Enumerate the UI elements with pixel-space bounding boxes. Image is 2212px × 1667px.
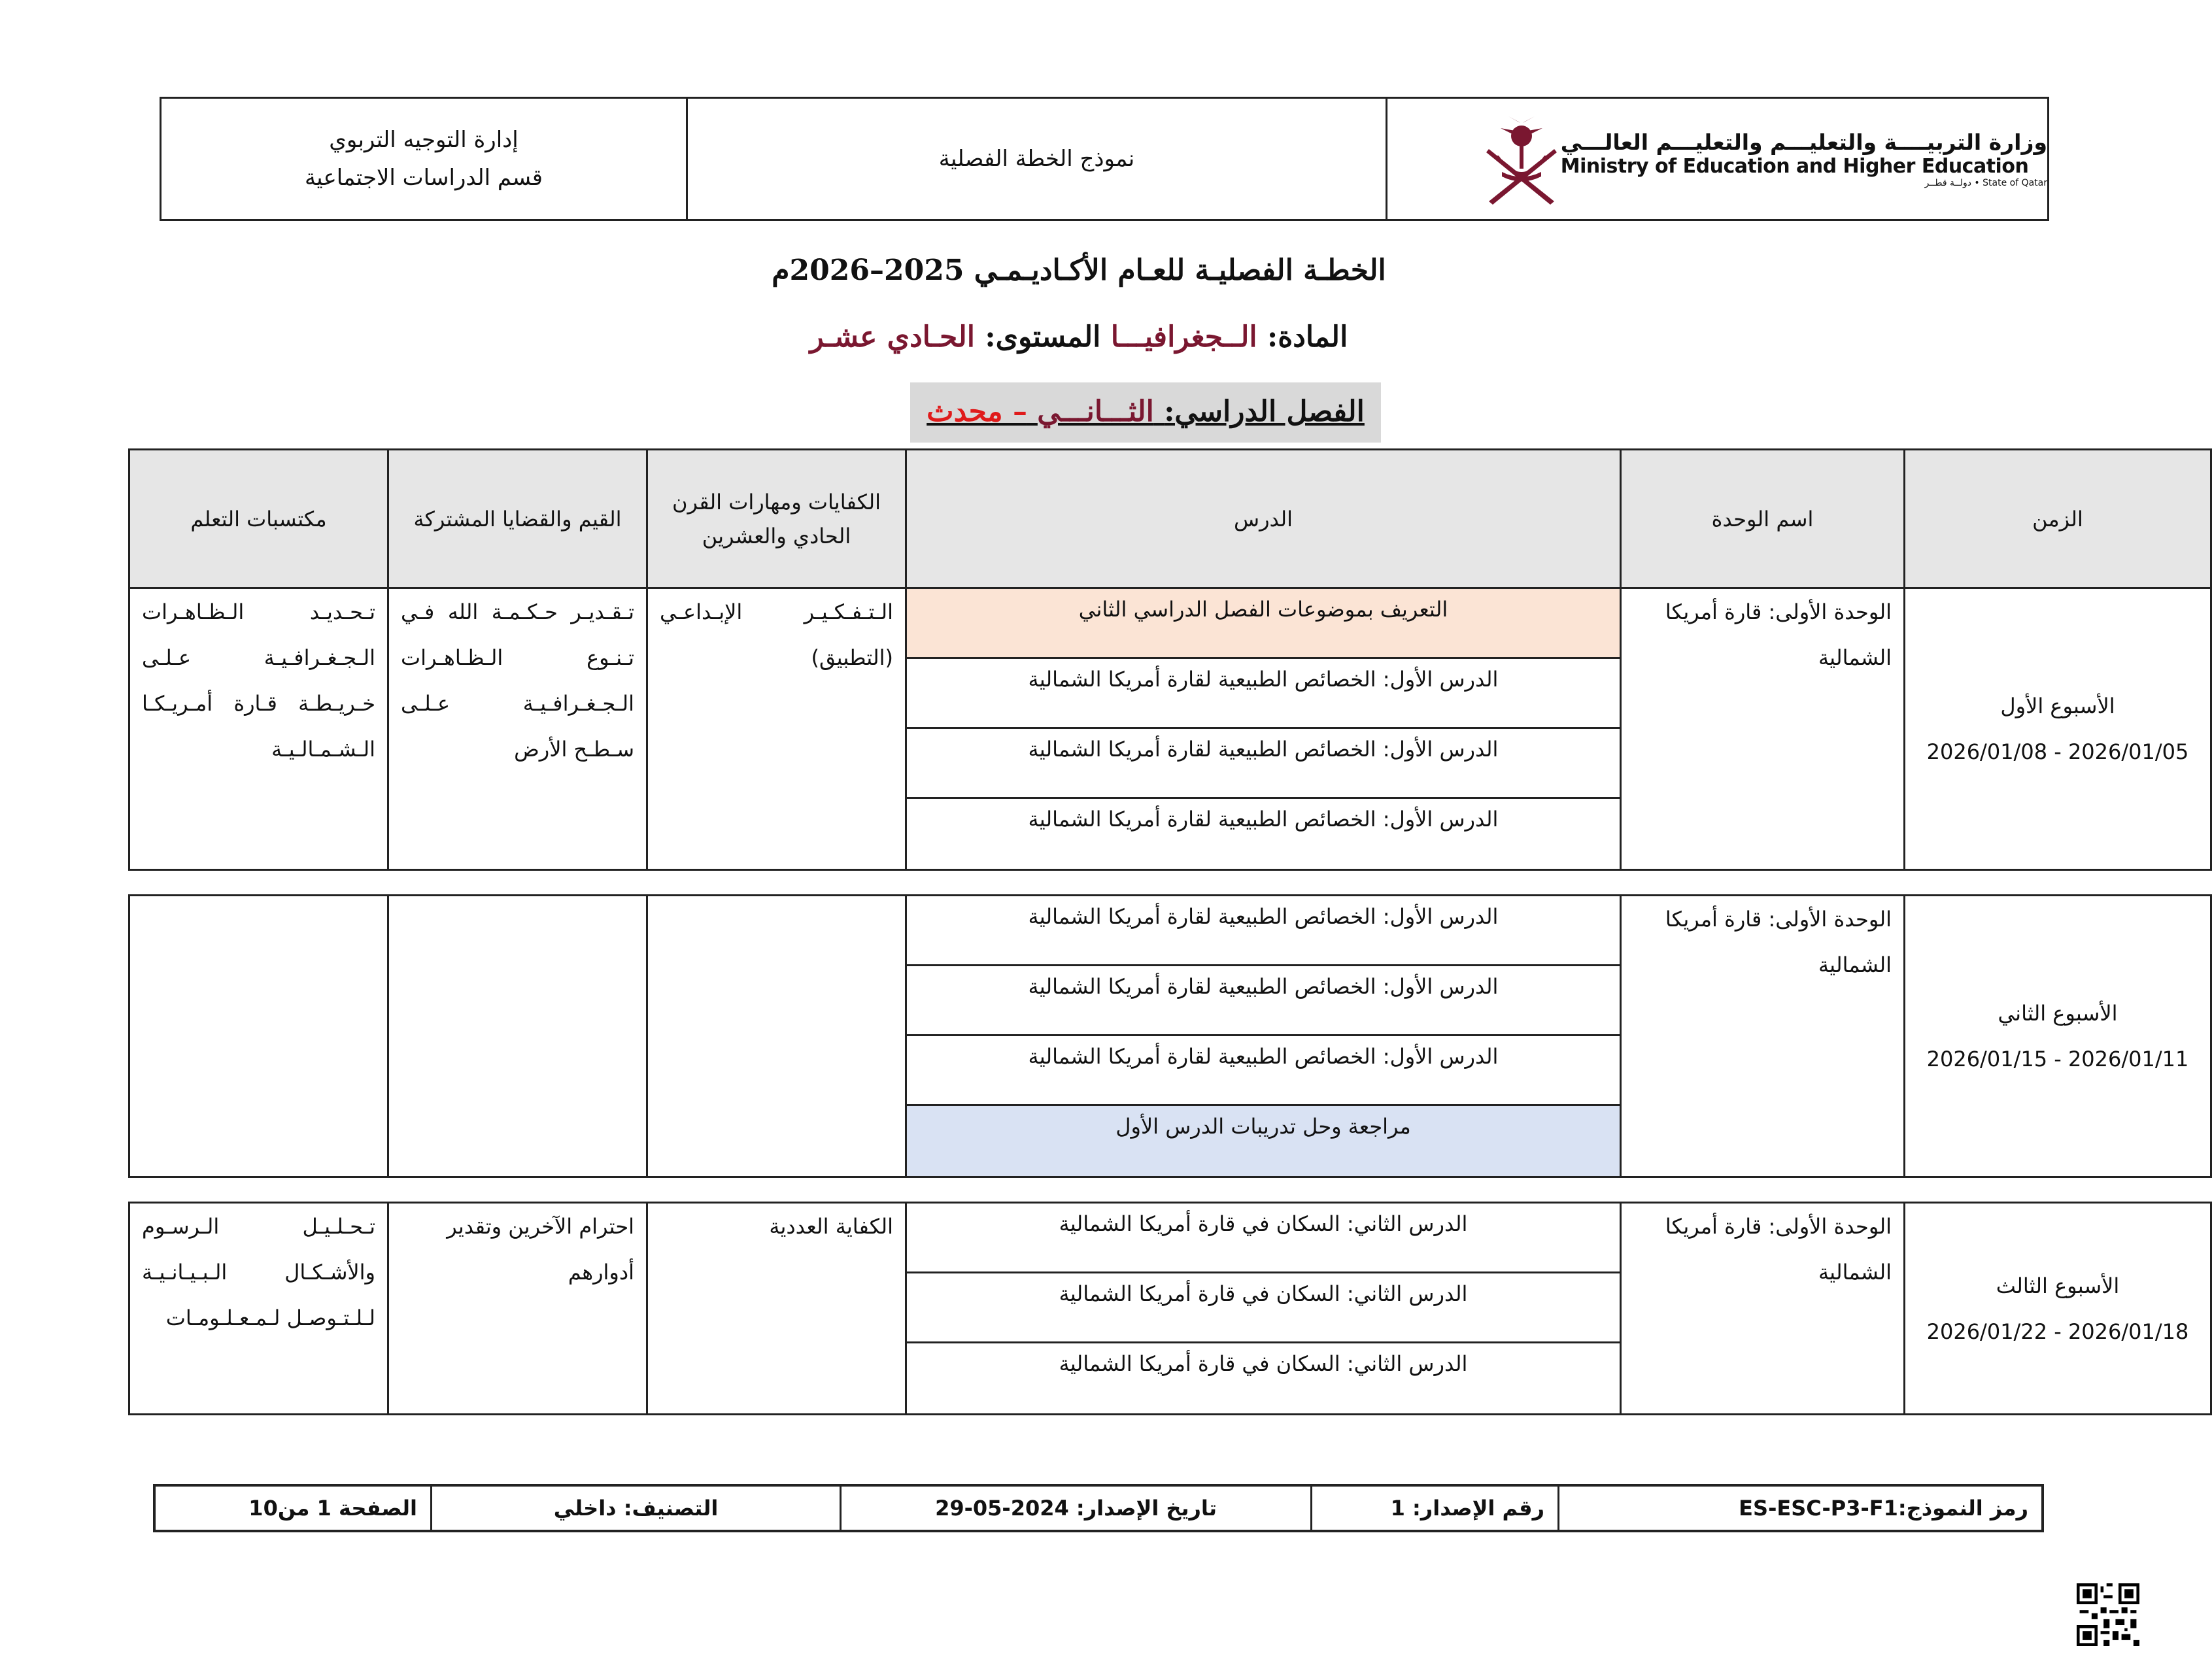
department-name: إدارة التوجيه التربوي xyxy=(329,127,519,153)
week-cell xyxy=(1905,896,2211,1177)
plan-table-week-2 xyxy=(128,894,2212,1178)
semester-suffix: – محدث xyxy=(927,395,1027,428)
plan-table-week-1 xyxy=(128,448,2212,871)
col-header-time: الزمن xyxy=(1905,450,2211,588)
values-cell: تـقـديـر حـكـمـة الله فـي تـنـوع الـظـاهـرات الـجـغـرافـيـة عـلـى سـطـح الأرض xyxy=(388,588,647,870)
col-header-lesson: الدرس xyxy=(906,450,1621,588)
competencies-cell: الكفاية العددية xyxy=(647,1203,906,1415)
competencies-cell: الـتـفـكـيـر الإبـداعـي (التطبيق) xyxy=(647,588,906,870)
week-dates: 2026/01/11 - 2026/01/15 xyxy=(1926,1047,2189,1071)
qr-code-icon xyxy=(2077,1583,2139,1646)
plan-table-week-3 xyxy=(128,1202,2212,1415)
form-code: رمز النموذج:ES-ESC-P3-F1 xyxy=(1557,1487,2041,1530)
learning-cell: تـحـلـيـل الـرسـوم والأشـكـال الـبـيـانـيـة لـلـتـوصـل لـمـعـلـومـات xyxy=(129,1203,388,1415)
lesson-item: الدرس الأول: الخصائص الطبيعية لقارة أمريكا الشمالية xyxy=(907,896,1620,966)
unit-cell: الوحدة الأولى: قارة أمريكا الشمالية xyxy=(1621,896,1905,1177)
learning-cell: تـحـديـد الـظـاهـرات الـجـغـرافـيـة عـلـى خـريـطـة قـارة أمـريـكـا الـشـمـالـيـة xyxy=(129,588,388,870)
learning-cell xyxy=(129,896,388,1177)
lesson-item: مراجعة وحل تدريبات الدرس الأول xyxy=(907,1106,1620,1176)
lesson-item: الدرس الأول: الخصائص الطبيعية لقارة أمريكا الشمالية xyxy=(907,729,1620,799)
form-title-cell xyxy=(688,99,1387,219)
issue-number: رقم الإصدار: 1 xyxy=(1310,1487,1557,1530)
issue-date: تاريخ الإصدار: 2024-05-29 xyxy=(840,1487,1310,1530)
subject-level-line xyxy=(588,320,1569,354)
table-header-row xyxy=(129,450,2211,588)
page-number: الصفحة 1 من10 xyxy=(248,1496,417,1521)
table-row xyxy=(129,588,2211,870)
col-header-competencies: الكفايات ومهارات القرن الحادي والعشرين xyxy=(647,450,906,588)
plan-main-title: الخطـة الفصليـة للعـام الأكـاديـمـي 2025–2026م xyxy=(772,254,1386,287)
values-cell xyxy=(388,896,647,1177)
qatar-emblem-icon xyxy=(1482,110,1561,208)
level-value: الحـادي عشـر xyxy=(809,320,976,354)
classification: التصنيف: داخلي xyxy=(430,1487,840,1530)
lesson-item: التعريف بموضوعات الفصل الدراسي الثاني xyxy=(907,589,1620,659)
department-cell xyxy=(162,99,688,219)
lesson-item: الدرس الثاني: السكان في قارة أمريكا الشمالية xyxy=(907,1273,1620,1343)
lesson-item: الدرس الثاني: السكان في قارة أمريكا الشمالية xyxy=(1059,1351,1468,1376)
ministry-name-en: Ministry of Education and Higher Education xyxy=(1560,155,2029,178)
week-label: الأسبوع الثالث xyxy=(1996,1273,2120,1298)
table-row xyxy=(129,1203,2211,1415)
competencies-cell xyxy=(647,896,906,1177)
lesson-item: الدرس الأول: الخصائص الطبيعية لقارة أمريكا الشمالية xyxy=(1028,807,1499,832)
week-dates: 2026/01/05 - 2026/01/08 xyxy=(1926,739,2189,764)
lesson-item: الدرس الثاني: السكان في قارة أمريكا الشمالية xyxy=(907,1204,1620,1273)
unit-cell: الوحدة الأولى: قارة أمريكا الشمالية xyxy=(1621,588,1905,870)
week-label: الأسبوع الثاني xyxy=(1998,1001,2118,1026)
subject-label: المادة: xyxy=(1267,320,1348,354)
table-row xyxy=(129,896,2211,1177)
col-header-values: القيم والقضايا المشتركة xyxy=(388,450,647,588)
lessons-cell xyxy=(906,1203,1621,1415)
semester-label: الفصل الدراسي: xyxy=(1164,395,1365,428)
ministry-name-block xyxy=(1561,129,2047,188)
lesson-item: الدرس الأول: الخصائص الطبيعية لقارة أمريكا الشمالية xyxy=(907,1036,1620,1106)
week-label: الأسبوع الأول xyxy=(2000,694,2115,718)
lesson-item: الدرس الأول: الخصائص الطبيعية لقارة أمريكا الشمالية xyxy=(907,659,1620,729)
semester-value: الثـــانـــي xyxy=(1037,395,1154,428)
ministry-logo-cell xyxy=(1387,99,2047,219)
ministry-state: State of Qatar • دولــة قطــر xyxy=(1924,178,2047,188)
col-header-learning: مكتسبات التعلم xyxy=(129,450,388,588)
document-footer xyxy=(153,1484,2044,1532)
col-header-unit: اسم الوحدة xyxy=(1621,450,1905,588)
subject-value: الــجغرافيـــا xyxy=(1110,320,1257,354)
unit-cell: الوحدة الأولى: قارة أمريكا الشمالية xyxy=(1621,1203,1905,1415)
week-cell xyxy=(1905,588,2211,870)
ministry-name-ar: وزارة التربيــــة والتعليـــم والتعليـــم العالـــي xyxy=(1560,129,2047,155)
section-name: قسم الدراسات الاجتماعية xyxy=(304,165,543,191)
form-title: نموذج الخطة الفصلية xyxy=(938,146,1135,172)
week-cell xyxy=(1905,1203,2211,1415)
week-dates: 2026/01/18 - 2026/01/22 xyxy=(1926,1319,2189,1344)
document-header xyxy=(160,97,2049,221)
lesson-item: الدرس الأول: الخصائص الطبيعية لقارة أمريكا الشمالية xyxy=(907,966,1620,1036)
values-cell: احترام الآخرين وتقدير أدوارهم xyxy=(388,1203,647,1415)
lessons-cell xyxy=(906,588,1621,870)
semester-line xyxy=(910,382,1381,443)
level-label: المستوى: xyxy=(985,320,1101,354)
lessons-cell xyxy=(906,896,1621,1177)
